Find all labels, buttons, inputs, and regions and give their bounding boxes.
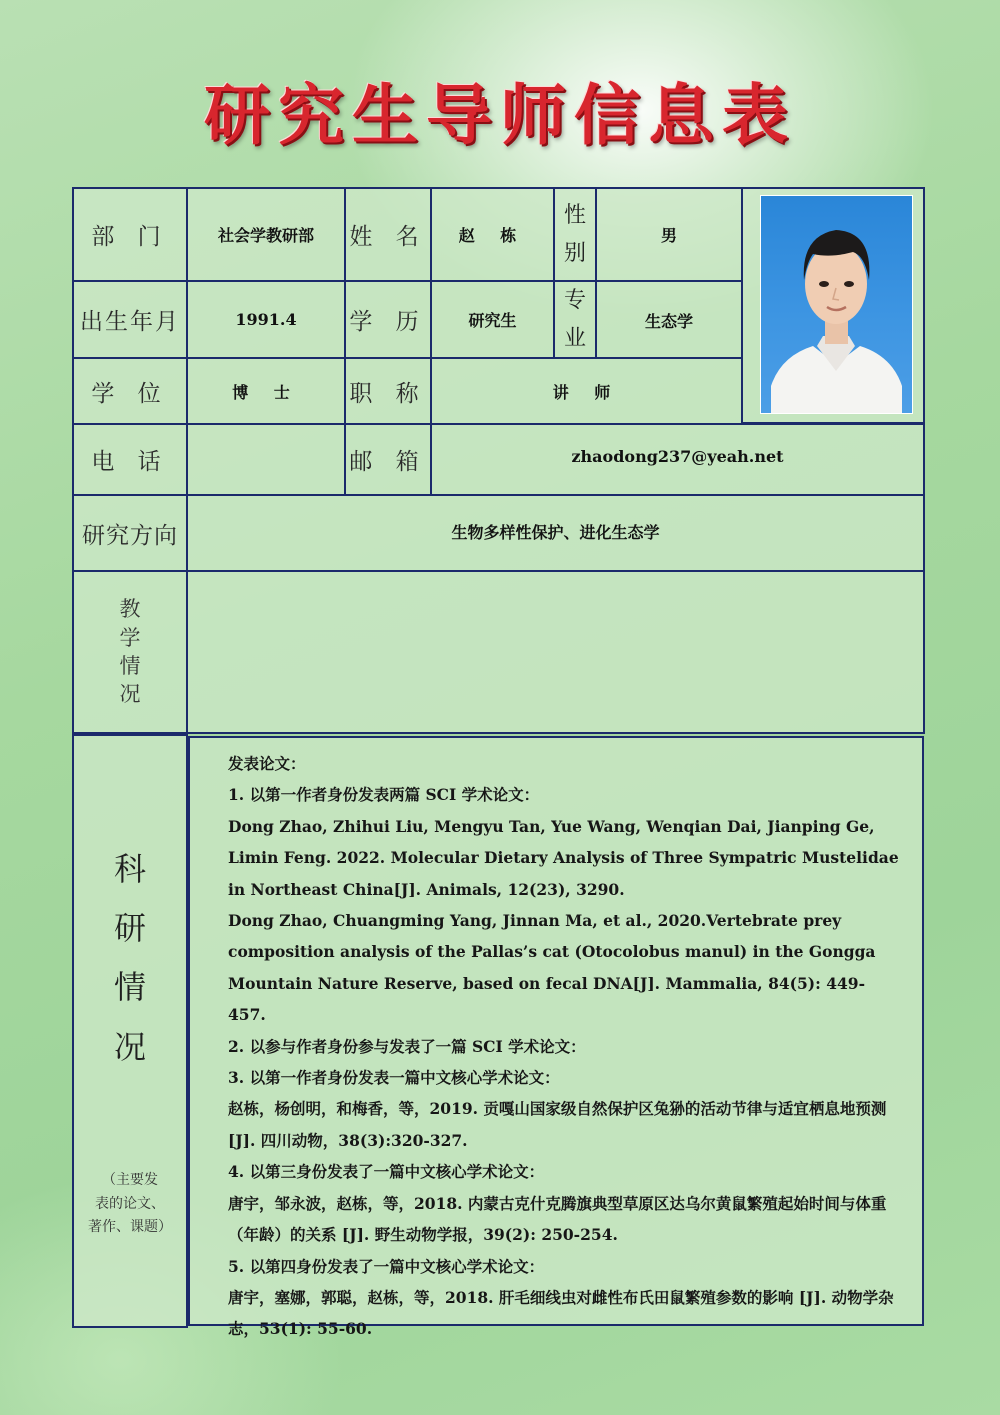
research-heading: 发表论文：: [228, 754, 306, 773]
phone-value: [186, 423, 346, 496]
sci-label: [114, 840, 146, 1077]
research-item: 2. 以参与作者身份参与发表了一篇 SCI 学术论文：: [228, 1036, 586, 1056]
gender-label: [553, 187, 597, 282]
phone-label: 电 话: [72, 423, 188, 496]
name-value: 赵 栋: [430, 187, 555, 282]
dept-value: 社会学教研部: [186, 187, 346, 282]
sci-note-line: 著作、课题）: [88, 1219, 172, 1236]
education-value: 研究生: [430, 280, 555, 359]
teaching-label-char: 况: [119, 682, 141, 707]
major-label-line1: 专: [563, 288, 586, 314]
research-item: 3. 以第一作者身份发表一篇中文核心学术论文：: [228, 1068, 560, 1088]
research-item: 1. 以第一作者身份发表两篇 SCI 学术论文：: [228, 785, 540, 805]
portrait-photo: [760, 195, 913, 414]
major-label-line2: 业: [563, 325, 586, 351]
portrait-illustration: [761, 196, 912, 413]
name-label: 姓 名: [344, 187, 432, 282]
sci-label-char: 况: [113, 1027, 146, 1066]
job-title-label: 职 称: [344, 357, 432, 425]
job-title-value: 讲 师: [430, 357, 743, 425]
degree-label: 学 位: [72, 357, 188, 425]
research-item: 5. 以第四身份发表了一篇中文核心学术论文：: [228, 1256, 545, 1276]
sci-label-char: 情: [113, 968, 146, 1007]
gender-label-line1: 性: [563, 203, 586, 229]
research-item: 唐宇，塞娜，郭聪，赵栋，等，2018. 肝毛细线虫对雌性布氏田鼠繁殖参数的影响 [J]. 动物学杂志，53(1): 55-60.: [228, 1287, 894, 1339]
sci-note: [88, 1169, 172, 1240]
sci-label-char: 研: [113, 909, 146, 948]
research-direction-label: 研究方向: [72, 494, 188, 572]
teaching-value: [186, 570, 925, 734]
sci-note-line: （主要发: [102, 1171, 158, 1188]
teaching-label-char: 学: [119, 625, 141, 650]
education-label: 学 历: [344, 280, 432, 359]
research-item: 赵栋，杨创明，和梅香，等，2019. 贡嘎山国家级自然保护区兔狲的活动节律与适宜栖息地预测 [J]. 四川动物，38(3):320-327.: [228, 1099, 887, 1150]
sci-label-char: 科: [113, 850, 146, 888]
email-value: zhaodong237@yeah.net: [430, 423, 925, 496]
sci-label-cell: [72, 734, 188, 1328]
gender-label-line2: 别: [563, 240, 586, 266]
gender-value: 男: [595, 187, 743, 282]
research-item: Dong Zhao, Zhihui Liu, Mengyu Tan, Yue Wang, Wenqian Dai, Jianping Ge, Limin Feng. 2022. Molecular Dietary Analysis of Three Sympatric Mustelidae in Northeast China[J]. Animals, 12(23), 3290.: [228, 816, 899, 899]
teaching-label-char: 情: [119, 654, 141, 678]
dept-label: 部 门: [72, 187, 188, 282]
research-direction-value: 生物多样性保护、进化生态学: [186, 494, 925, 572]
teaching-label: [72, 570, 188, 734]
teaching-label-char: 教: [119, 597, 141, 622]
birth-value: 1991.4: [186, 280, 346, 359]
major-label: [553, 280, 597, 359]
sci-note-line: 表的论文、: [95, 1195, 165, 1212]
degree-value: 博 士: [186, 357, 346, 425]
research-item: 唐宇，邹永波，赵栋，等，2018. 内蒙古克什克腾旗典型草原区达乌尔黄鼠繁殖起始时间与体重（年龄）的关系 [J]. 野生动物学报，39(2): 250-254.: [228, 1193, 887, 1245]
research-item: 4. 以第三身份发表了一篇中文核心学术论文：: [228, 1162, 545, 1182]
page-title: 研究生导师信息表: [204, 77, 796, 154]
major-value: 生态学: [595, 280, 743, 359]
research-item: Dong Zhao, Chuangming Yang, Jinnan Ma, et al., 2020.Vertebrate prey composition analysis of the Pallas’s cat (Otocolobus manul) in the Gongga Mountain Nature Reserve, based on fecal DNA[J]. Mammalia, 84(5): 449-457.: [228, 911, 876, 1025]
birth-label: 出生年月: [72, 280, 188, 359]
email-label: 邮 箱: [344, 423, 432, 496]
research-output: [188, 736, 924, 1339]
